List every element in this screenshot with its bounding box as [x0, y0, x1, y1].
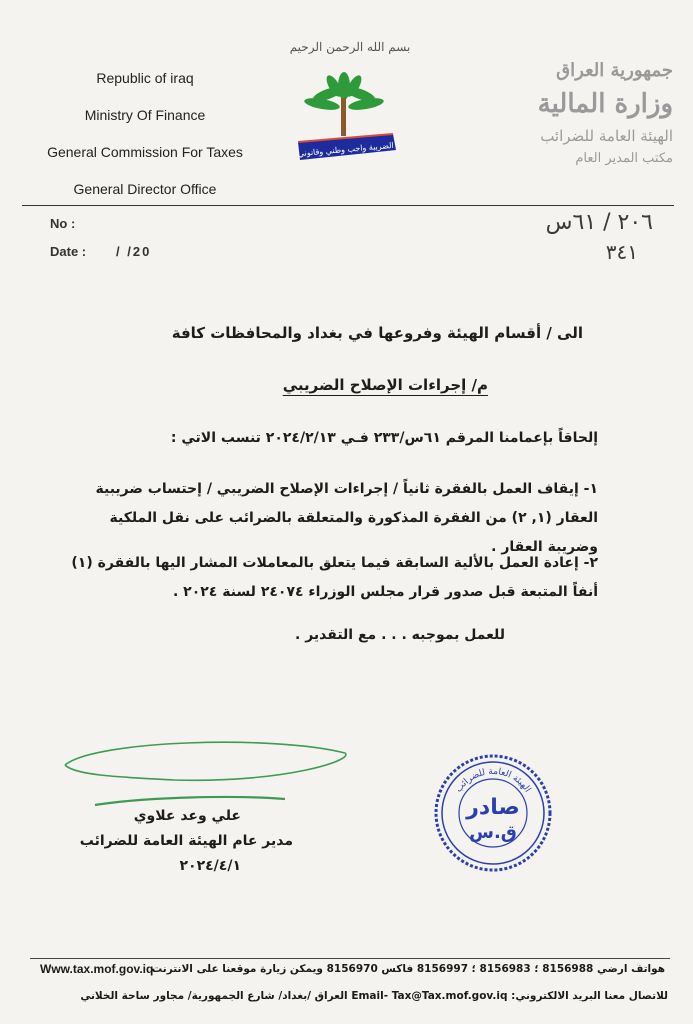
stamp-center-text: صادر: [466, 795, 520, 820]
handwritten-date: ٣٤١: [605, 240, 638, 264]
handwritten-number: ٢٠٦ / ٦١س: [545, 210, 653, 235]
no-label: No :: [50, 216, 76, 231]
signatory-title: مدير عام الهيئة العامة للضرائب: [79, 833, 293, 849]
list-item: ٢- إعادة العمل بالألية السابقة فيما يتعلق بالمعاملات المشار اليها بالفقرة (١) أنفاً المتبعة قبل صدور قرار مجلس الوزراء ٢٤٠٧٤ لسنة ٢٠٢٤ .: [71, 555, 598, 600]
footer-phones: هواتف ارضي 8156988 ؛ 8156983 ؛ 8156997 فاكس 8156970 ويمكن زيارة موقعنا على الانترنت: [151, 963, 665, 975]
signatory-name: علي وعد علاوي: [133, 808, 241, 824]
stamp-ring-text: الهيئة العامة للضرائب: [453, 766, 533, 795]
header-arabic-line-2: وزارة المالية: [537, 89, 673, 119]
header-english-line-1: Republic of iraq: [96, 70, 194, 86]
signature-date: ٢٠٢٤/٤/١: [179, 858, 241, 874]
reference-date: [50, 244, 151, 259]
header-english-line-3: General Commission For Taxes: [47, 144, 243, 160]
header-arabic-line-1: جمهورية العراق: [556, 60, 673, 81]
header-english-line-2: Ministry Of Finance: [84, 107, 206, 123]
header-english-line-4: General Director Office: [73, 181, 217, 197]
svg-text:الهيئة العامة للضرائب: [454, 767, 532, 795]
footer-website: Www.tax.mof.gov.iq: [40, 962, 154, 976]
header-divider: [22, 205, 674, 206]
stamp-code: ق.س: [469, 822, 517, 843]
date-template: / /20: [116, 244, 152, 259]
basmala: بسم الله الرحمن الرحيم: [289, 40, 411, 54]
header-arabic-line-4: مكتب المدير العام: [575, 151, 673, 166]
footer-contact-line: [40, 962, 665, 980]
footer-divider: [30, 958, 670, 959]
closing-line: للعمل بموجبه . . . مع التقدير .: [295, 627, 505, 643]
addressee: الى / أقسام الهيئة وفروعها في بغداد والمحافظات كافة: [171, 324, 583, 342]
subject-line: م/ إجراءات الإصلاح الضريبي: [282, 376, 488, 394]
logo-banner-text: الضريبة واجب وطني وقانوني: [297, 140, 395, 159]
reference-number: [50, 216, 96, 231]
intro-paragraph: إلحاقاً بإعمامنا المرقم ٦١س/٢٣٣ فـي ٢٠٢٤/٢/١٣ تنسب الاتي :: [170, 430, 598, 446]
header-english: [30, 60, 260, 208]
tax-commission-logo: [288, 72, 403, 170]
official-stamp: [432, 752, 554, 874]
header-arabic: [508, 58, 673, 170]
header-arabic-line-3: الهيئة العامة للضرائب: [540, 127, 673, 145]
date-label: Date :: [50, 244, 87, 259]
list-item: ١- إيقاف العمل بالفقرة ثانياً / إجراءات الإصلاح الضريبي / إحتساب ضريبية العقار (١, ٢) من الفقرة المذكورة والمتعلقة بالضرائب على نقل الملكية وضريبة العقار .: [95, 481, 598, 555]
footer-email-address: للاتصال معنا البريد الالكتروني: Email- Tax@Tax.mof.gov.iq العراق /بغداد/ شارع الجمهورية/ مجاور ساحة الخلاني: [80, 990, 668, 1002]
